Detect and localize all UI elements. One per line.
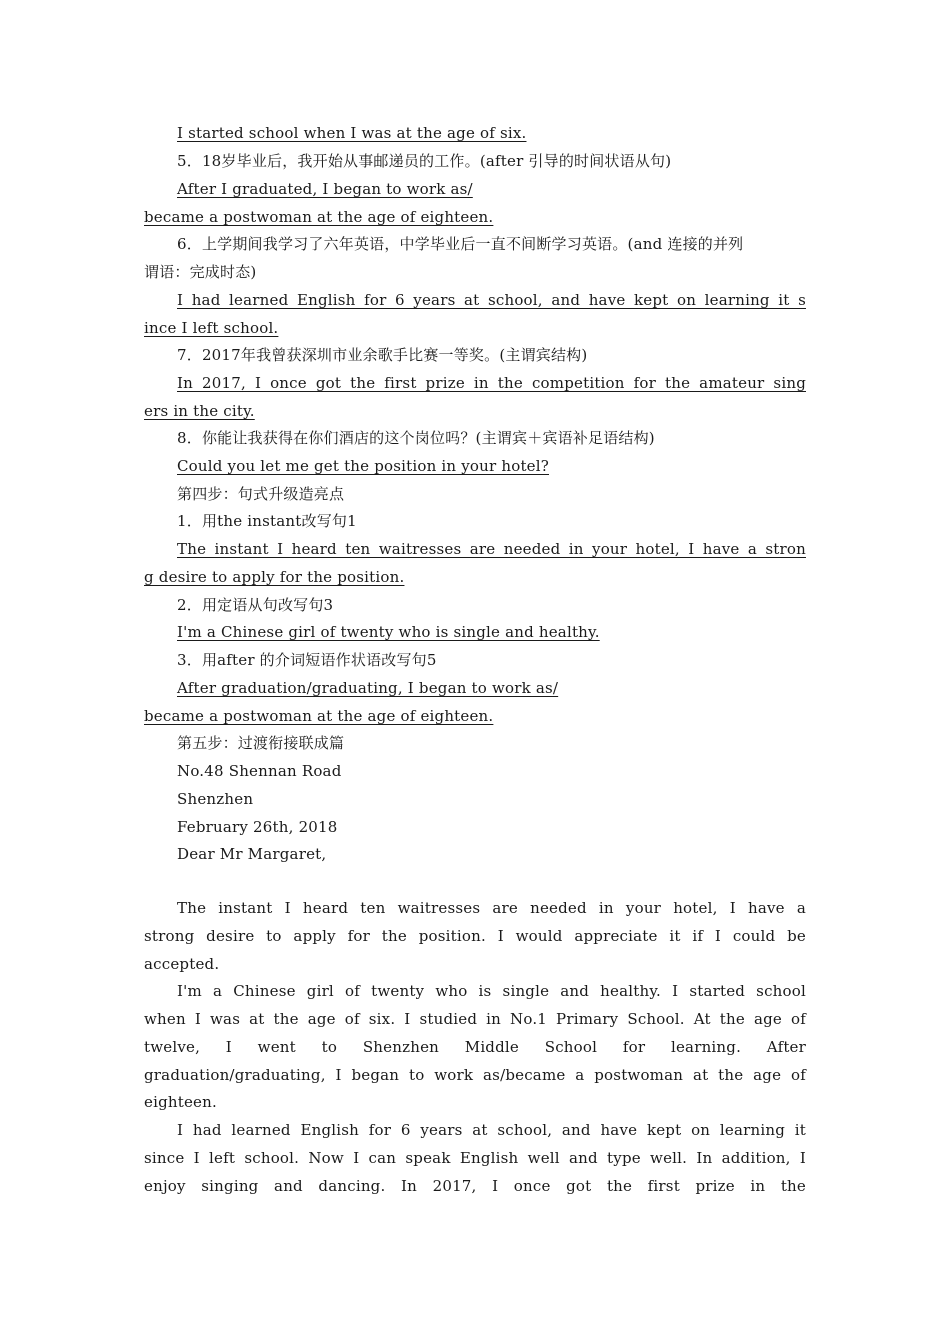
letter-paragraph-line: The instant I heard ten waitresses are needed in your hotel, I have a xyxy=(177,899,806,917)
task-3: 3．用after 的介词短语作状语改写句5 xyxy=(177,651,437,669)
question-6-cont: 谓语：完成时态) xyxy=(144,263,257,281)
letter-paragraph-line: graduation/graduating, I began to work as/became a postwoman at the age of xyxy=(144,1066,806,1084)
letter-paragraph-line: eighteen. xyxy=(144,1093,217,1111)
answer-line: The instant I heard ten waitresses are needed in your hotel, I have a stron xyxy=(177,540,806,558)
address-city: Shenzhen xyxy=(177,790,254,808)
question-7: 7．2017年我曾获深圳市业余歌手比赛一等奖。(主谓宾结构) xyxy=(177,346,588,364)
letter-paragraph-line: strong desire to apply for the position. I would appreciate it if I could be xyxy=(144,927,806,945)
letter-paragraph-line: when I was at the age of six. I studied in No.1 Primary School. At the age of xyxy=(144,1010,806,1028)
answer-line: ers in the city. xyxy=(144,402,255,420)
step-5-heading: 第五步：过渡衔接联成篇 xyxy=(177,734,345,752)
answer-line: I started school when I was at the age of six. xyxy=(177,124,527,142)
answer-line: became a postwoman at the age of eighteen. xyxy=(144,208,494,226)
letter-salutation: Dear Mr Margaret, xyxy=(177,845,327,863)
letter-paragraph-line: since I left school. Now I can speak English well and type well. In addition, I xyxy=(144,1149,806,1167)
address-line: No.48 Shennan Road xyxy=(177,762,342,780)
answer-line: After I graduated, I began to work as/ xyxy=(177,180,473,198)
question-5: 5．18岁毕业后，我开始从事邮递员的工作。(after 引导的时间状语从句) xyxy=(177,152,672,170)
letter-paragraph-line: enjoy singing and dancing. In 2017, I once got the first prize in the xyxy=(144,1177,806,1195)
question-8: 8．你能让我获得在你们酒店的这个岗位吗？(主谓宾＋宾语补足语结构) xyxy=(177,429,655,447)
answer-line: ince I left school. xyxy=(144,319,279,337)
answer-line: g desire to apply for the position. xyxy=(144,568,405,586)
letter-paragraph-line: I had learned English for 6 years at school, and have kept on learning it xyxy=(177,1121,806,1139)
letter-paragraph-line: accepted. xyxy=(144,955,220,973)
task-2: 2．用定语从句改写句3 xyxy=(177,596,334,614)
answer-line: After graduation/graduating, I began to work as/ xyxy=(177,679,559,697)
question-6: 6．上学期间我学习了六年英语，中学毕业后一直不间断学习英语。(and 连接的并列 xyxy=(177,235,744,253)
letter-paragraph-line: twelve, I went to Shenzhen Middle School for learning. After xyxy=(144,1038,806,1056)
answer-line: became a postwoman at the age of eighteen. xyxy=(144,707,494,725)
answer-line: In 2017, I once got the first prize in the competition for the amateur sing xyxy=(177,374,806,392)
task-1: 1．用the instant改写句1 xyxy=(177,512,357,530)
letter-date: February 26th, 2018 xyxy=(177,818,338,836)
answer-line: I'm a Chinese girl of twenty who is single and healthy. xyxy=(177,623,600,641)
answer-line: I had learned English for 6 years at school, and have kept on learning it s xyxy=(177,291,806,309)
letter-paragraph-line: I'm a Chinese girl of twenty who is single and healthy. I started school xyxy=(177,982,806,1000)
step-4-heading: 第四步：句式升级造亮点 xyxy=(177,485,345,503)
answer-line: Could you let me get the position in your hotel? xyxy=(177,457,549,475)
